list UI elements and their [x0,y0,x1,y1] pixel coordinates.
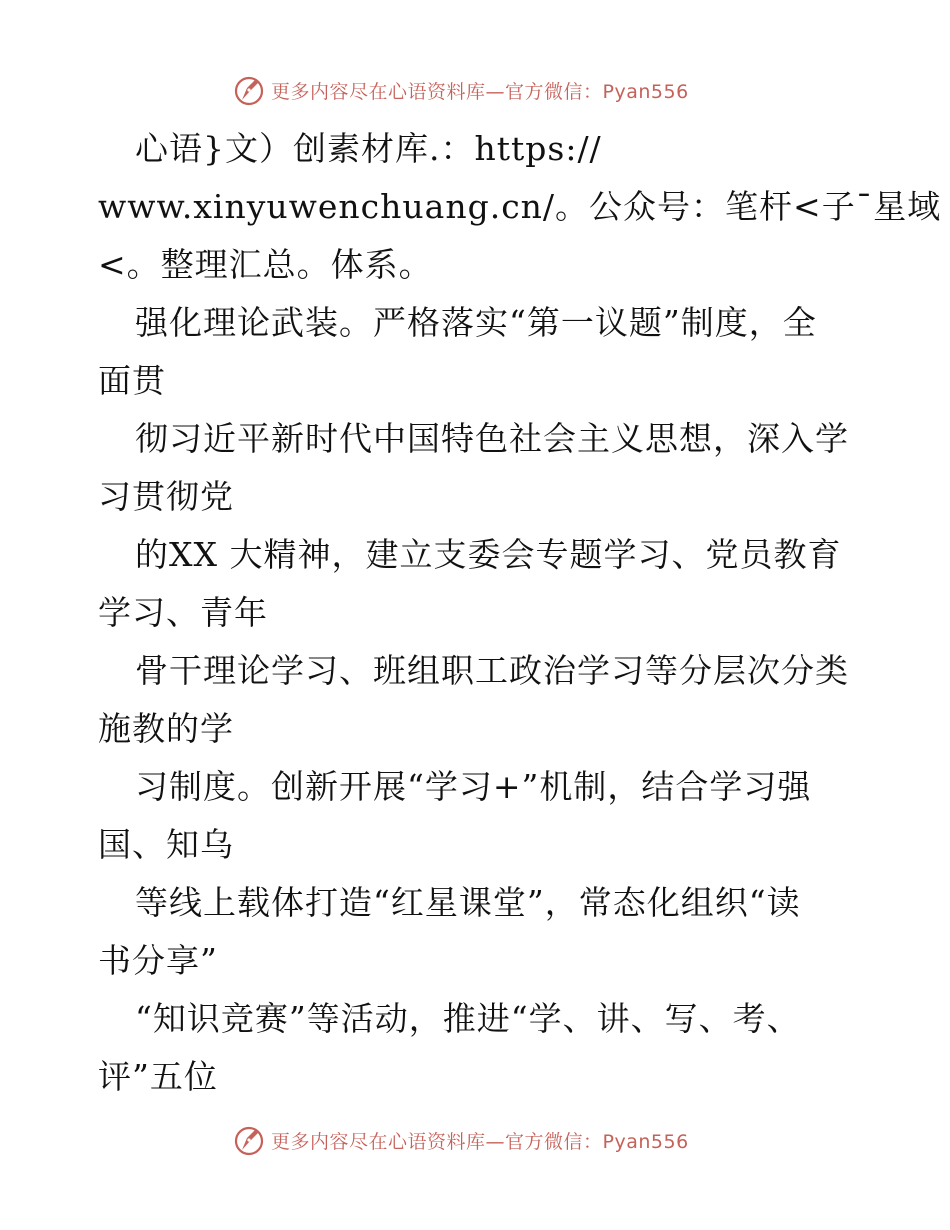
footer-banner-text: 更多内容尽在心语资料库—官方微信：Pyan556 [271,1130,689,1153]
body-line: 等线上载体打造“红星课堂”，常态化组织“读 [135,883,801,922]
document-body [98,120,942,1106]
header-banner-text: 更多内容尽在心语资料库—官方微信：Pyan556 [271,80,689,103]
body-line: 评”五位 [98,1057,218,1096]
body-line: 心语}文）创素材库.：https:// [135,129,602,168]
body-line: 书分享” [98,941,218,980]
body-line: 学习、青年 [98,593,268,632]
footer-banner [0,1120,950,1160]
header-banner-content [233,74,689,106]
body-line: 强化理论武装。严格落实“第一议题”制度，全 [135,303,817,342]
body-line: 习制度。创新开展“学习+”机制，结合学习强 [135,767,812,806]
body-line: 施教的学 [98,709,234,748]
body-line: “知识竞赛”等活动，推进“学、讲、写、考、 [135,999,801,1038]
body-line: 习贯彻党 [98,477,234,516]
pen-nib-logo-icon [233,74,265,106]
header-banner [0,70,950,110]
body-line: www.xinyuwenchuang.cn/。公众号：笔杆<子¯星域 [98,187,942,226]
pen-nib-logo-icon [233,1124,265,1156]
body-line: 面贯 [98,361,166,400]
footer-banner-content [233,1124,689,1156]
body-line: 国、知乌 [98,825,234,864]
body-line: 彻习近平新时代中国特色社会主义思想，深入学 [135,419,849,458]
body-line: 的XX 大精神，建立支委会专题学习、党员教育 [135,535,842,574]
body-line: 骨干理论学习、班组职工政治学习等分层次分类 [135,651,849,690]
body-line: <。整理汇总。体系。 [98,245,433,284]
